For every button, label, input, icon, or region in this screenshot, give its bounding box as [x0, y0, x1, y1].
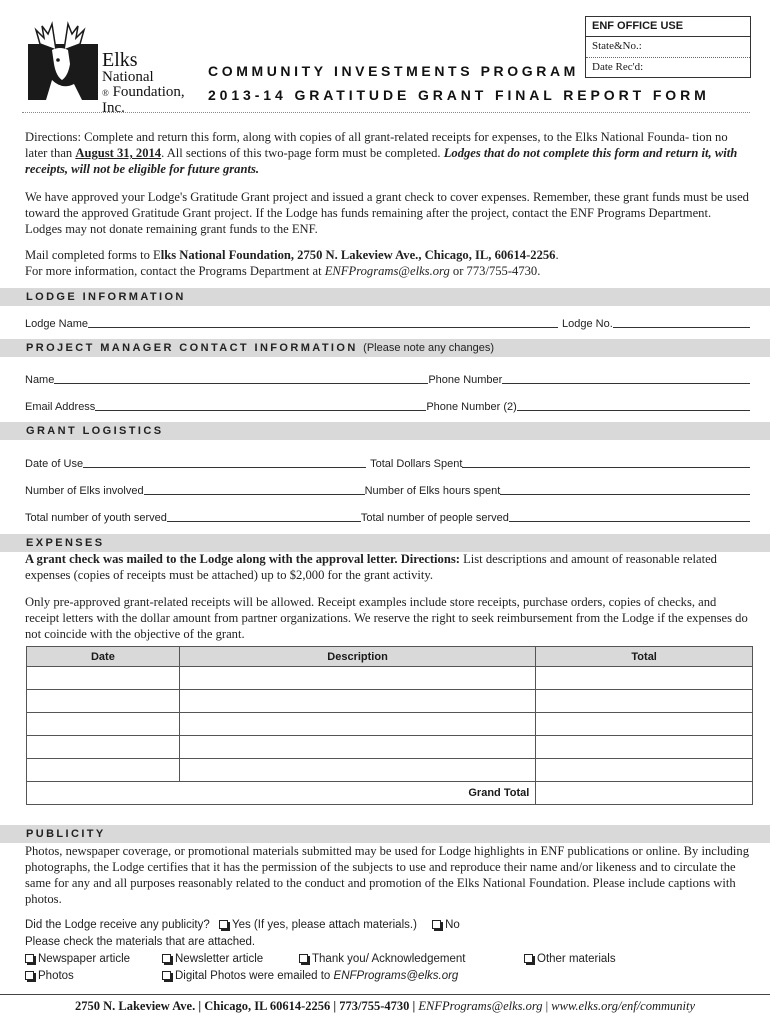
num-elks-row: [25, 481, 750, 497]
date-cell[interactable]: [27, 667, 180, 690]
checkbox-icon: [162, 954, 171, 963]
checkbox-icon: [432, 920, 441, 929]
newspaper-checkbox[interactable]: [25, 953, 130, 965]
digital-photos-checkbox[interactable]: [162, 970, 458, 982]
checkbox-icon: [25, 971, 34, 980]
table-row: [27, 713, 753, 736]
other-label: Other materials: [537, 953, 616, 965]
expenses-directions-rest: List descriptions and amount of reasonable related expenses (copies of receipts must be attached) up to $2,000 for the grant activity.: [25, 552, 717, 582]
form-title: 2013-14 GRATITUDE GRANT FINAL REPORT FORM: [208, 87, 710, 103]
lodge-row: [25, 314, 750, 330]
footer-email[interactable]: ENFPrograms@elks.org: [418, 999, 543, 1013]
footer-separator: |: [542, 999, 552, 1013]
contact-email[interactable]: ENFPrograms@elks.org: [324, 264, 450, 278]
deadline-date: August 31, 2014: [75, 146, 162, 160]
date-of-use-input[interactable]: [83, 456, 366, 468]
thank-you-label: Thank you/ Acknowledgement: [312, 953, 466, 965]
total-cell[interactable]: [536, 713, 753, 736]
logo-line3: Foundation, Inc.: [102, 84, 185, 116]
directions-text-2: . All sections of this two-page form must be completed.: [161, 146, 444, 160]
eligibility-warning: Lodges that do not complete this form and return it, with receipts, will not be eligible for future grants.: [25, 146, 738, 176]
office-use-heading: ENF OFFICE USE: [586, 17, 750, 37]
contact-phone: or 773/755-4730.: [449, 264, 541, 278]
description-cell[interactable]: [179, 759, 536, 782]
checkbox-icon: [25, 954, 34, 963]
publicity-heading: PUBLICITY: [0, 825, 770, 843]
num-elks-input[interactable]: [144, 483, 365, 495]
num-people-label: Total number of people served: [360, 512, 509, 524]
expenses-directions-bold: A grant check was mailed to the Lodge along with the approval letter. Directions:: [25, 552, 460, 566]
pm-name-input[interactable]: [54, 372, 428, 384]
date-cell[interactable]: [27, 759, 180, 782]
date-cell[interactable]: [27, 713, 180, 736]
pm-phone-input[interactable]: [502, 372, 750, 384]
materials-row-2: [25, 970, 750, 986]
photos-label: Photos: [38, 970, 74, 982]
checkbox-icon: [162, 971, 171, 980]
no-checkbox[interactable]: [432, 919, 460, 931]
description-cell[interactable]: [179, 667, 536, 690]
mail-paragraph: [25, 247, 750, 263]
lodge-no-input[interactable]: [613, 316, 750, 328]
total-cell[interactable]: [536, 759, 753, 782]
expenses-table: [26, 646, 753, 805]
publicity-question-row: [25, 919, 460, 935]
num-elks-label: Number of Elks involved: [25, 485, 144, 497]
date-cell[interactable]: [27, 736, 180, 759]
date-cell[interactable]: [27, 690, 180, 713]
num-youth-row: [25, 508, 750, 524]
pm-name-label: Name: [25, 374, 55, 386]
header-divider: [22, 112, 750, 113]
publicity-paragraph: Photos, newspaper coverage, or promotional materials submitted may be used for Lodge highlights in ENF publications or online. By including photographs, the Lodge certifies that it has the permission of the subjects to use and reproduce their name and/or likeness and to circulate the same for any and all purposes reasonably related to the conduct and promotion of the Elks National Foundation. Please include captions with photos.: [25, 844, 750, 906]
directions-paragraph: [25, 129, 750, 177]
elks-logo: [22, 20, 202, 116]
col-description-header: Description: [179, 647, 536, 667]
lodge-info-heading: LODGE INFORMATION: [0, 288, 770, 306]
col-date-header: Date: [27, 647, 180, 667]
pm-email-row: [25, 397, 750, 413]
receipts-paragraph: Only pre-approved grant-related receipts will be allowed. Receipt examples include store receipts, purchase orders, copies of checks, and receipt letters with the dollar amount from partner organizations. We reserve the right to seek reimbursement from the Lodge if the expenses do not coincide with the objective of the grant.: [25, 595, 748, 641]
materials-row-1: [25, 953, 750, 969]
lodge-name-label: Lodge Name: [25, 318, 88, 330]
pm-contact-note: (Please note any changes): [363, 342, 495, 354]
table-row: [27, 667, 753, 690]
expenses-heading: EXPENSES: [0, 534, 770, 552]
table-row: [27, 759, 753, 782]
grand-total-row: [27, 782, 753, 805]
checkbox-icon: [524, 954, 533, 963]
col-total-header: Total: [536, 647, 753, 667]
mail-text: Mail completed forms to E: [25, 248, 161, 262]
program-title: COMMUNITY INVESTMENTS PROGRAM: [208, 63, 579, 79]
no-label: No: [445, 919, 460, 931]
table-row: [27, 736, 753, 759]
num-youth-label: Total number of youth served: [25, 512, 167, 524]
pm-phone2-label: Phone Number (2): [426, 401, 517, 413]
elk-icon: [22, 20, 102, 102]
pm-contact-heading: [0, 339, 770, 357]
thank-you-checkbox[interactable]: [299, 953, 465, 965]
grant-logistics-heading: GRANT LOGISTICS: [0, 422, 770, 440]
logo-text: [102, 50, 202, 116]
approval-paragraph: We have approved your Lodge's Gratitude Grant project and issued a grant check to cover expenses. Remember, these grant funds must be used toward the approved Gratitude Grant project. If the Lodge has funds remaining after the project, contact the ENF Programs Department. Lodges may not donate remaining grant funds to the ENF.: [25, 190, 749, 236]
digital-email: ENFPrograms@elks.org: [333, 970, 459, 982]
checkbox-icon: [299, 954, 308, 963]
footer-text: [0, 999, 770, 1014]
description-cell[interactable]: [179, 690, 536, 713]
num-people-input[interactable]: [509, 510, 750, 522]
total-cell[interactable]: [536, 667, 753, 690]
logo-line1: Elks: [102, 49, 138, 71]
publicity-question: Did the Lodge receive any publicity?: [25, 919, 210, 931]
pm-phone2-input[interactable]: [517, 399, 750, 411]
other-materials-checkbox[interactable]: [524, 953, 616, 965]
total-cell[interactable]: [536, 690, 753, 713]
newsletter-label: Newsletter article: [175, 953, 264, 965]
logo-line2: National: [102, 69, 154, 85]
num-elks-hours-label: Number of Elks hours spent: [364, 485, 501, 497]
mail-period: .: [555, 248, 559, 262]
table-row: [27, 690, 753, 713]
footer-website[interactable]: www.elks.org/enf/community: [551, 999, 696, 1013]
pm-email-label: Email Address: [25, 401, 96, 413]
contact-text: For more information, contact the Programs Department at: [25, 264, 325, 278]
expenses-directions: [25, 551, 750, 583]
contact-paragraph: [25, 263, 750, 279]
pm-contact-heading-text: PROJECT MANAGER CONTACT INFORMATION: [26, 342, 358, 354]
mail-address: lks National Foundation, 2750 N. Lakeview Ave., Chicago, IL, 60614-2256: [160, 248, 556, 262]
total-cell[interactable]: [536, 736, 753, 759]
grand-total-label: Grand Total: [27, 782, 536, 805]
photos-checkbox[interactable]: [25, 970, 74, 982]
lodge-no-label: Lodge No.: [562, 318, 613, 330]
lodge-name-input[interactable]: [88, 316, 558, 328]
total-dollars-input[interactable]: [462, 456, 750, 468]
directions-text: Directions: Complete and return this form, along with copies of all grant-related receipts for expenses, to the Elks National Founda- tion no later than: [25, 130, 728, 160]
footer-address: 2750 N. Lakeview Ave. | Chicago, IL 60614-2256 | 773/755-4730 |: [74, 999, 419, 1013]
newsletter-checkbox[interactable]: [162, 953, 263, 965]
digital-label: Digital Photos were emailed to: [175, 970, 334, 982]
date-recd-field[interactable]: Date Rec'd:: [586, 57, 750, 77]
table-header-row: [27, 647, 753, 667]
date-of-use-row: [25, 454, 750, 470]
check-instructions: Please check the materials that are attached.: [25, 936, 256, 948]
pm-email-input[interactable]: [95, 399, 426, 411]
state-no-field[interactable]: State&No.:: [592, 40, 642, 52]
date-of-use-label: Date of Use: [25, 458, 84, 470]
footer: [0, 994, 770, 1013]
yes-label: Yes (If yes, please attach materials.): [231, 919, 417, 931]
total-dollars-label: Total Dollars Spent: [370, 458, 463, 470]
registered-mark: ®: [102, 88, 109, 98]
checkbox-icon: [219, 920, 228, 929]
num-elks-hours-input[interactable]: [500, 483, 750, 495]
pm-name-row: [25, 370, 750, 386]
newspaper-label: Newspaper article: [38, 953, 131, 965]
description-cell[interactable]: [179, 736, 536, 759]
office-use-box: [585, 16, 751, 78]
pm-phone-label: Phone Number: [428, 374, 503, 386]
num-youth-input[interactable]: [167, 510, 361, 522]
grand-total-cell[interactable]: [536, 782, 753, 805]
description-cell[interactable]: [179, 713, 536, 736]
yes-checkbox[interactable]: [219, 919, 417, 931]
